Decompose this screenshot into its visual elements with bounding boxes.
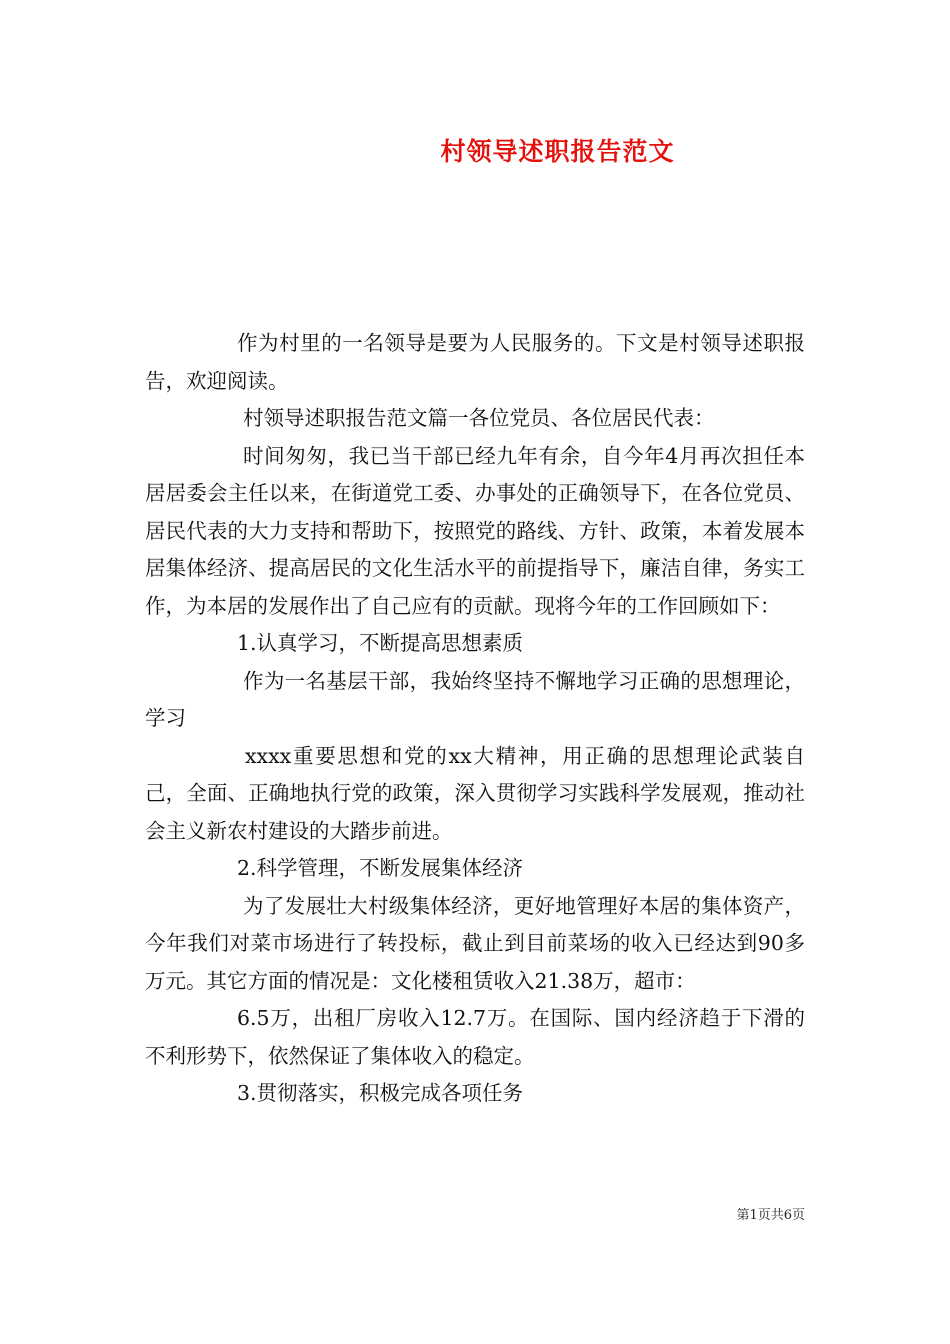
document-title: 村领导述职报告范文 xyxy=(440,137,675,166)
paragraph-heading-2: 2.科学管理，不断发展集体经济 xyxy=(237,856,524,880)
paragraph-intro: 作为村里的一名领导是要为人民服务的。下文是村领导述职报告，欢迎阅读。 xyxy=(145,331,805,393)
paragraph-section-heading: 村领导述职报告范文篇一各位党员、各位居民代表： xyxy=(243,406,715,430)
document-body xyxy=(145,325,805,1113)
paragraph-heading-1: 1.认真学习，不断提高思想素质 xyxy=(237,631,524,655)
paragraph-economy: 为了发展壮大村级集体经济，更好地管理好本居的集体资产，今年我们对菜市场进行了转投标，截止到目前菜场的收入已经达到90多万元。其它方面的情况是：文化楼租赁收入21.38万，超市： xyxy=(145,893,805,993)
paragraph-review: 时间匆匆，我已当干部已经九年有余，自今年4月再次担任本居居委会主任以来，在街道党工委、办事处的正确领导下，在各位党员、居民代表的大力支持和帮助下，按照党的路线、方针、政策，本着发展本居集体经济、提高居民的文化生活水平的前提指导下，廉洁自律，务实工作，为本居的发展作出了自己应有的贡献。现将今年的工作回顾如下： xyxy=(145,443,805,618)
page-number: 第1页共6页 xyxy=(736,1208,805,1223)
paragraph-income: 6.5万，出租厂房收入12.7万。在国际、国内经济趋于下滑的不利形势下，依然保证了集体收入的稳定。 xyxy=(145,1006,805,1068)
paragraph-heading-3: 3.贯彻落实，积极完成各项任务 xyxy=(237,1081,524,1105)
paragraph-theory: xxxx重要思想和党的xx大精神，用正确的思想理论武装自己，全面、正确地执行党的政策，深入贯彻学习实践科学发展观，推动社会主义新农村建设的大踏步前进。 xyxy=(145,743,805,843)
paragraph-study: 作为一名基层干部，我始终坚持不懈地学习正确的思想理论，学习 xyxy=(145,668,805,730)
